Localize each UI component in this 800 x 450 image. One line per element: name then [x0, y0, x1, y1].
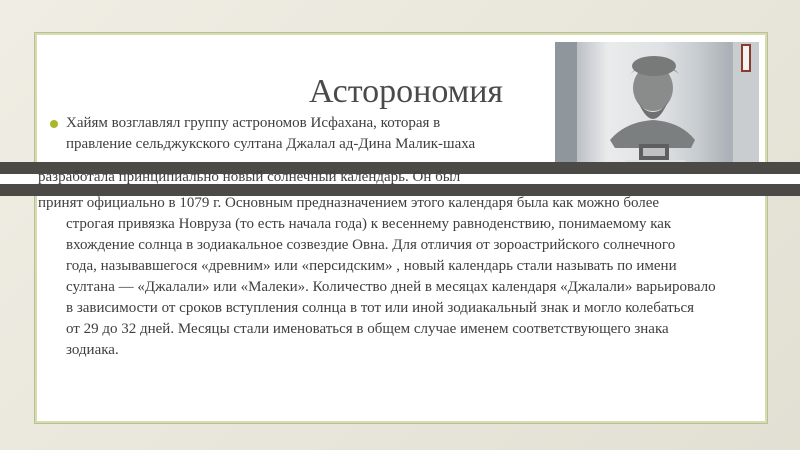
body-line-2: правление сельджукского султана Джалал ад-Дина Малик-шаха — [66, 136, 476, 152]
body-line-3: разработала принципиально новый солнечный календарь. Он был — [38, 169, 461, 185]
body-paragraph — [66, 214, 766, 361]
body-paragraph-line: года, называвшегося «древним» или «персидским» , новый календарь стали называть по имени — [66, 258, 677, 274]
body-paragraph-line: строгая привязка Новруза (то есть начала года) к весеннему равноденствию, понимаемому как — [66, 216, 672, 232]
body-line-1: Хайям возглавлял группу астрономов Исфахана, которая в — [66, 115, 441, 131]
body-line-4: принят официально в 1079 г. Основным предназначением этого календаря была как можно более — [38, 195, 660, 211]
bullet-dot-icon — [50, 120, 58, 128]
slide-title: Асторономия — [308, 73, 504, 110]
body-paragraph-line: зодиака. — [66, 342, 119, 358]
body-paragraph-line: в зависимости от сроков вступления солнца в тот или иной зодиакальный знак и могло колебаться — [66, 300, 695, 316]
body-paragraph-line: от 29 до 32 дней. Месяцы стали именоваться в общем случае именем соответствующего знака — [66, 321, 669, 337]
body-paragraph-line: вхождение солнца в зодиакальное созвездие Овна. Для отличия от зороастрийского солнечного — [66, 237, 676, 253]
body-paragraph-line: султана — «Джалали» или «Малеки». Количество дней в месяцах календаря «Джалали» варьировало — [66, 279, 716, 295]
